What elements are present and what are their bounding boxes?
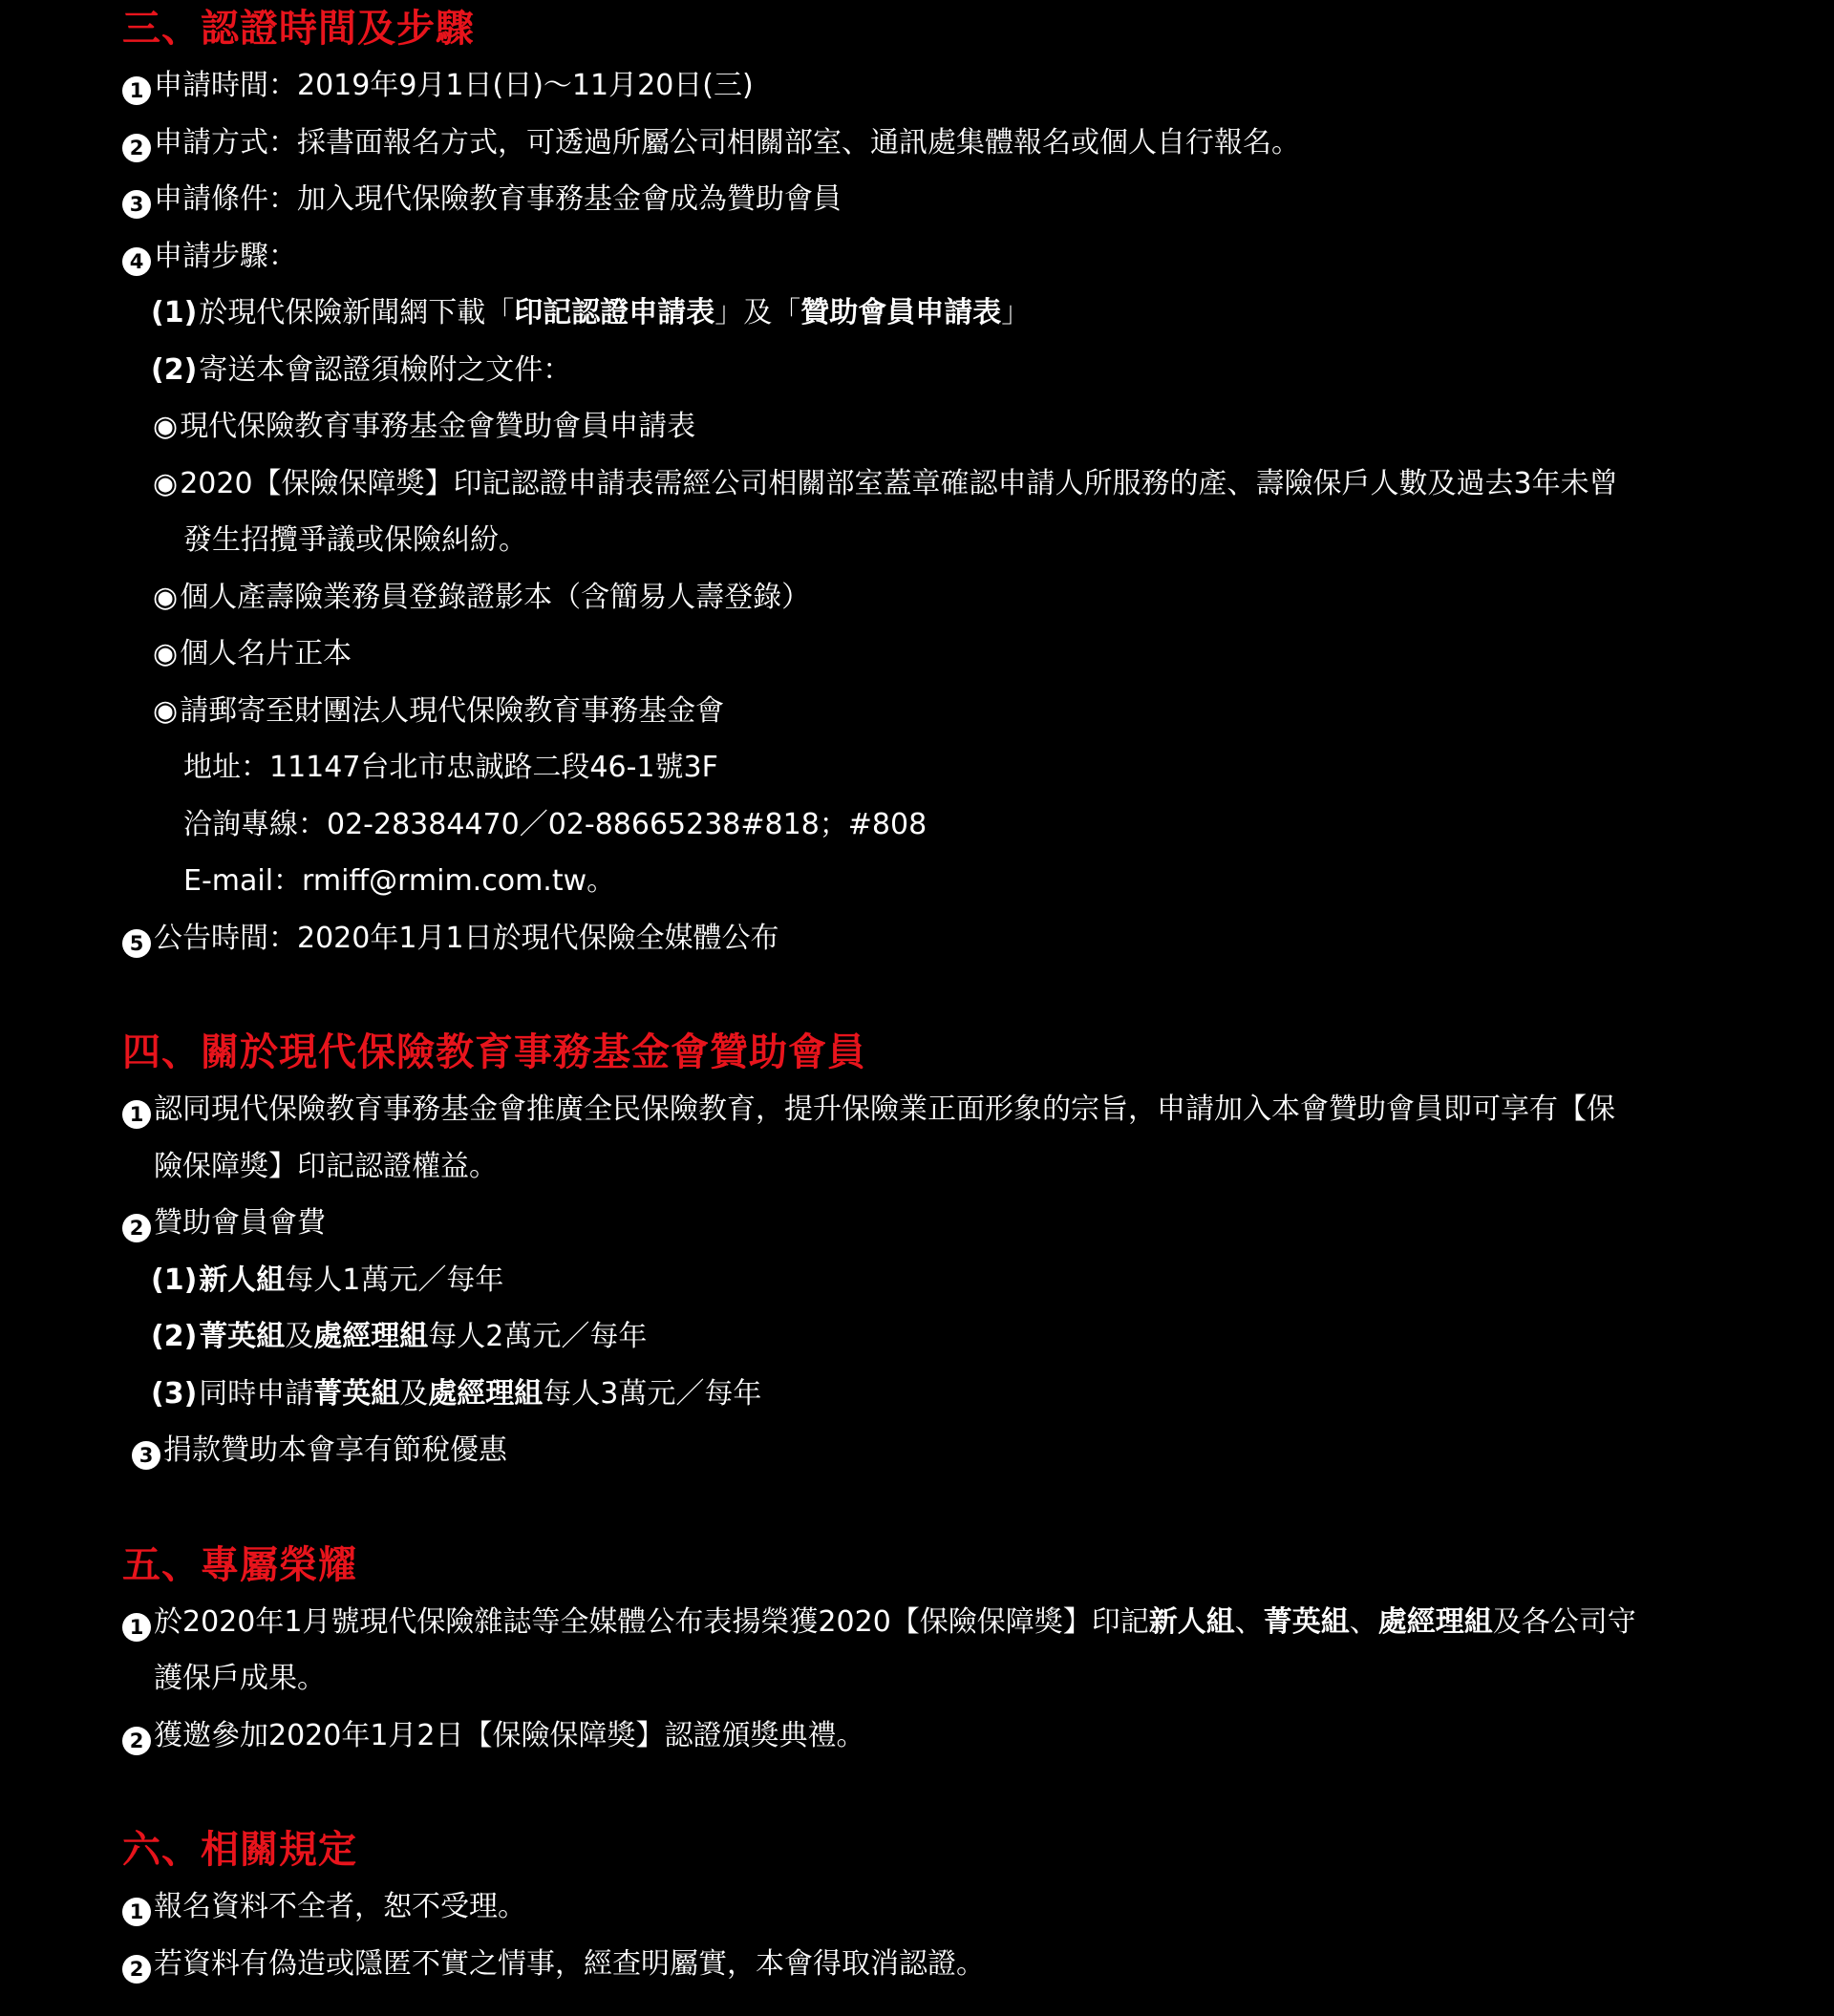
section-6-title: 六、相關規定 <box>122 1828 357 1872</box>
s5-item-1: 1 於2020年1月號現代保險雜誌等全媒體公布表揚榮獲2020【保險保障獎】印記新人組、菁英組、處經理組及各公司守 <box>122 1594 1727 1651</box>
s3-doc-1: ◉現代保險教育事務基金會贊助會員申請表 <box>153 410 696 443</box>
s4-fee-2: (2)菁英組及處經理組每人2萬元／每年 <box>151 1320 648 1353</box>
s3-item-3: 3 申請條件：加入現代保險教育事務基金會成為贊助會員 <box>122 171 1727 228</box>
s3-email: E-mail：rmiff@rmim.com.tw。 <box>183 864 616 898</box>
s4-item-2: 2 贊助會員會費 <box>122 1195 1727 1252</box>
s6-item-2: 2 若資料有偽造或隱匿不實之情事，經查明屬實，本會得取消認證。 <box>122 1936 1727 1993</box>
number-marker: 2 <box>122 1214 151 1242</box>
number-marker: 1 <box>122 1613 151 1642</box>
number-marker: 1 <box>122 76 151 105</box>
bullet-icon: ◉ <box>153 410 179 443</box>
s3-doc-4: ◉個人名片正本 <box>153 637 352 670</box>
s3-doc-3: ◉個人產壽險業務員登錄證影本（含簡易人壽登錄） <box>153 580 811 614</box>
number-marker: 2 <box>122 1727 151 1755</box>
form-name-sponsor: 贊助會員申請表 <box>800 296 1002 329</box>
section-5-title: 五、專屬榮耀 <box>122 1542 357 1587</box>
s4-item-3: 3 捐款贊助本會享有節稅優惠 <box>122 1422 1727 1479</box>
section-3-title: 三、認證時間及步驟 <box>122 7 475 51</box>
s5-item-1-cont: 護保戶成果。 <box>154 1662 326 1695</box>
s5-item-2: 2 獲邀參加2020年1月2日【保險保障獎】認證頒獎典禮。 <box>122 1708 1727 1765</box>
s3-hotline: 洽詢專線：02-28384470／02-88665238#818；#808 <box>183 807 928 841</box>
s4-item-1-cont: 險保障獎】印記認證權益。 <box>154 1149 498 1183</box>
bullet-icon: ◉ <box>153 637 179 670</box>
number-marker: 2 <box>122 134 151 162</box>
document-body <box>122 0 1727 1992</box>
s4-item-1: 1 認同現代保險教育事務基金會推廣全民保險教育，提升保險業正面形象的宗旨，申請加入本會贊助會員即可享有【保 <box>122 1081 1727 1138</box>
s3-item-4: 4 申請步驟： <box>122 228 1727 286</box>
s3-step-1: (1)於現代保險新聞網下載「印記認證申請表」及「贊助會員申請表」 <box>151 296 1031 329</box>
s3-item-1: 1 申請時間：2019年9月1日(日)〜11月20日(三) <box>122 57 1727 115</box>
s4-fee-1: (1)新人組每人1萬元／每年 <box>151 1263 504 1297</box>
form-name-certification: 印記認證申請表 <box>514 296 715 329</box>
s6-item-1: 1 報名資料不全者，恕不受理。 <box>122 1878 1727 1936</box>
s3-doc-5: ◉請郵寄至財團法人現代保險教育事務基金會 <box>153 693 725 728</box>
number-marker: 4 <box>122 247 151 276</box>
s3-item-2: 2 申請方式：採書面報名方式，可透過所屬公司相關部室、通訊處集體報名或個人自行報名。 <box>122 115 1727 172</box>
s3-address: 地址：11147台北市忠誠路二段46-1號3F <box>183 751 718 784</box>
s3-doc-2: ◉2020【保險保障獎】印記認證申請表需經公司相關部室蓋章確認申請人所服務的產、壽險保戶人數及過去3年未曾 <box>153 466 1618 500</box>
number-marker: 2 <box>122 1955 151 1984</box>
s3-item-5: 5 公告時間：2020年1月1日於現代保險全媒體公布 <box>122 910 1727 967</box>
number-marker: 3 <box>132 1441 160 1470</box>
s4-fee-3: (3)同時申請菁英組及處經理組每人3萬元／每年 <box>151 1376 762 1411</box>
number-marker: 3 <box>122 190 151 219</box>
number-marker: 5 <box>122 929 151 958</box>
number-marker: 1 <box>122 1898 151 1926</box>
bullet-icon: ◉ <box>153 580 179 614</box>
bullet-icon: ◉ <box>153 693 179 728</box>
section-4-title: 四、關於現代保險教育事務基金會贊助會員 <box>122 1030 866 1074</box>
number-marker: 1 <box>122 1100 151 1129</box>
s3-step-2: (2)寄送本會認證須檢附之文件： <box>151 352 572 387</box>
bullet-icon: ◉ <box>153 466 179 500</box>
s3-doc-2-cont: 發生招攬爭議或保險糾紛。 <box>183 523 527 557</box>
